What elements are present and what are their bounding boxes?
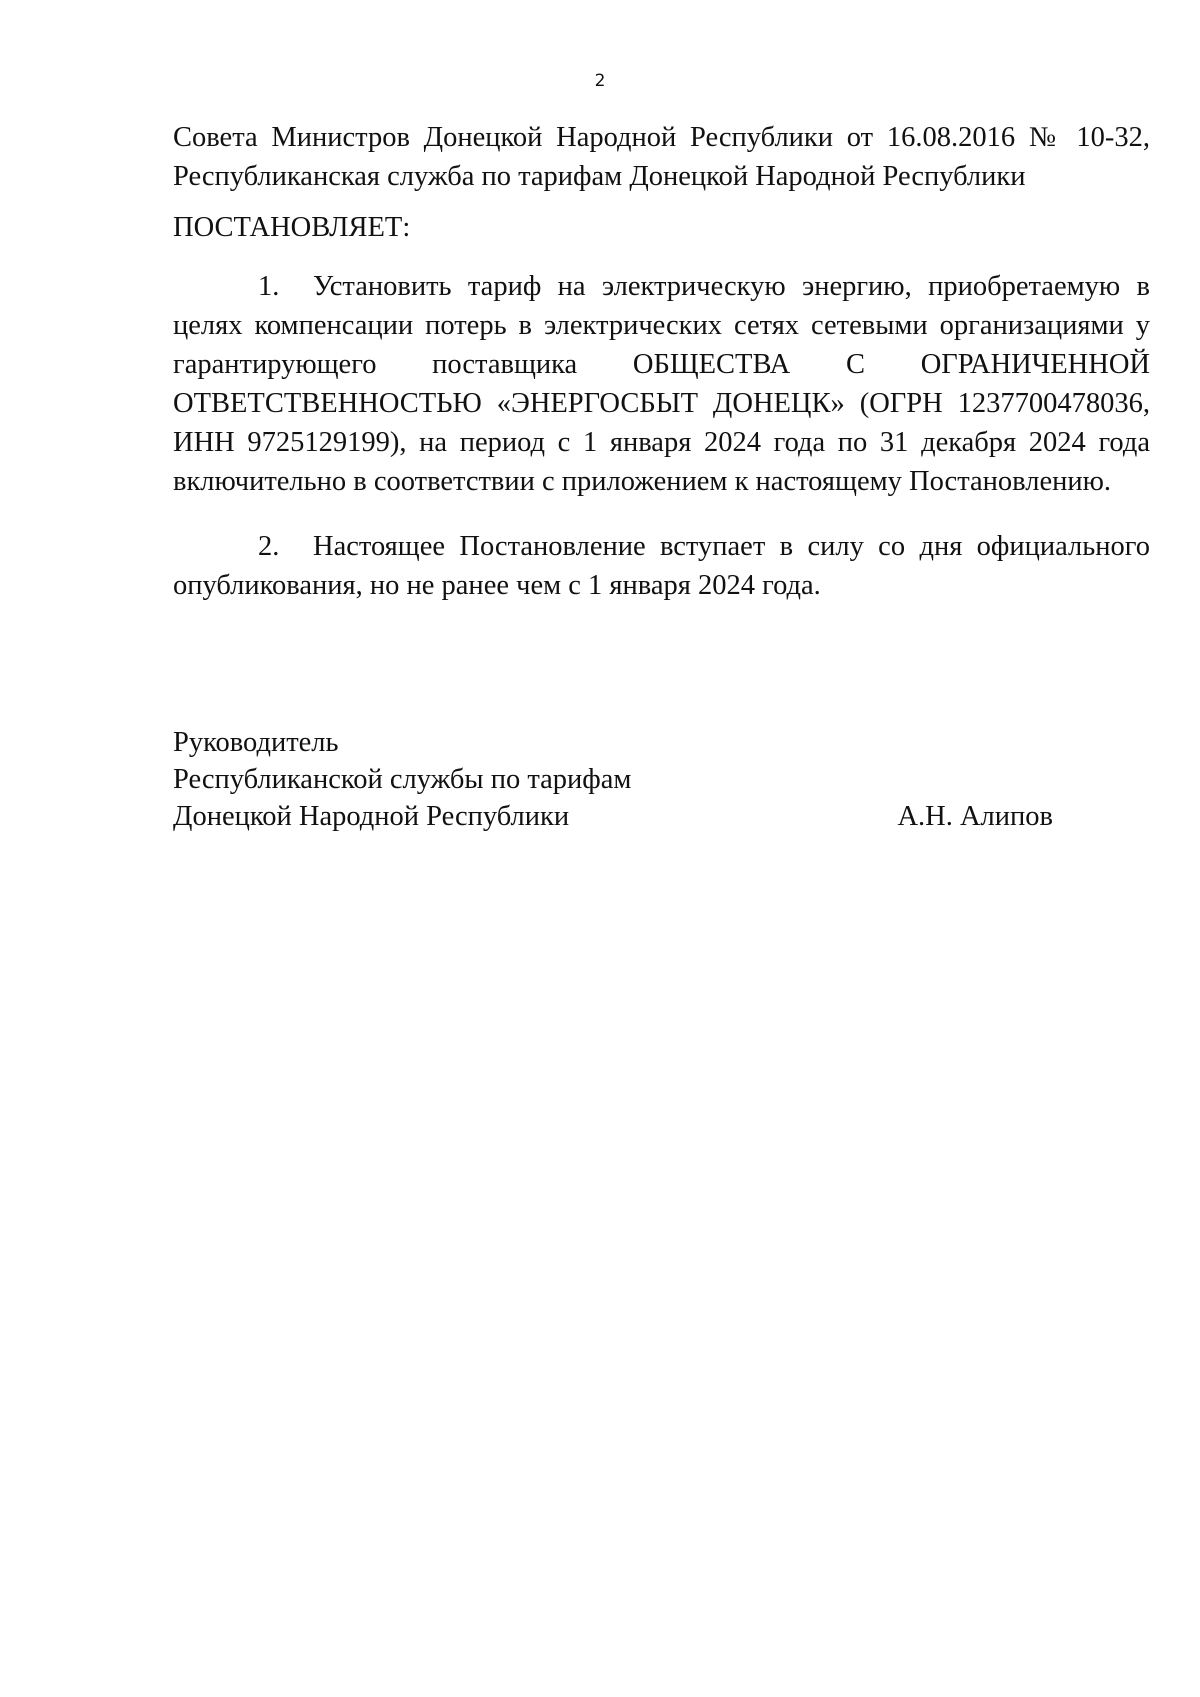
list-item: [173, 527, 1150, 605]
item-number: 1.: [258, 271, 280, 302]
item-text: Установить тариф на электрическую энергию, приобретаемую в целях компенсации потерь в электрических сетях сетевыми организациями у гарантирующего поставщика ОБЩЕСТВА С ОГРАНИЧЕННОЙ ОТВЕТСТВЕННОСТЬЮ «ЭНЕРГОСБЫТ ДОНЕЦК» (ОГРН 1237700478036, ИНН 9725129199), на период с 1 января 2024 года по 31 декабря 2024 года включительно в соответствии с приложением к настоящему Постановлению.: [173, 271, 1150, 497]
resolve-heading: ПОСТАНОВЛЯЕТ:: [173, 212, 411, 243]
signer-name: А.Н. Алипов: [897, 801, 1053, 832]
signer-title-line-2: Республиканской службы по тарифам: [173, 764, 632, 795]
signature-block: [173, 724, 1053, 835]
signer-title-line-3: Донецкой Народной Республики: [173, 801, 570, 832]
intro-paragraph: Совета Министров Донецкой Народной Республики от 16.08.2016 № 10-32, Республиканская служба по тарифам Донецкой Народной Республики: [173, 122, 1150, 192]
item-text: Настоящее Постановление вступает в силу со дня официального опубликования, но не ранее чем с 1 января 2024 года.: [173, 531, 1150, 601]
signer-title-line-1: Руководитель: [173, 727, 339, 758]
page-number: 2: [594, 71, 606, 91]
document-body: [173, 118, 1150, 605]
signer-title-row: [173, 798, 1053, 835]
item-number: 2.: [258, 531, 280, 562]
list-item: [173, 267, 1150, 501]
